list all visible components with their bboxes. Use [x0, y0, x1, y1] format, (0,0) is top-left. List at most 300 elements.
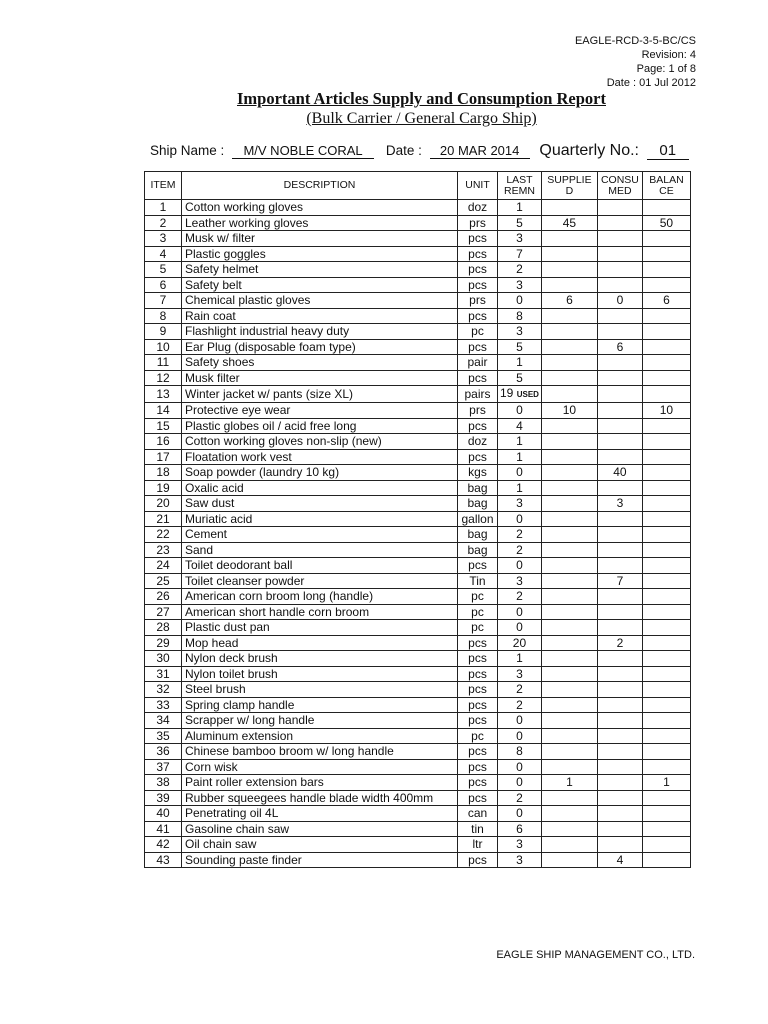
item-cell: 39	[145, 790, 182, 806]
table-row	[145, 682, 691, 698]
ship-name-label: Ship Name :	[150, 143, 225, 158]
balance-cell	[642, 682, 690, 698]
unit-cell: bag	[458, 496, 498, 512]
balance-cell	[642, 806, 690, 822]
last-remn-cell: 5	[498, 215, 542, 231]
consumed-cell	[597, 277, 642, 293]
description-cell: American short handle corn broom	[182, 604, 458, 620]
item-cell: 19	[145, 480, 182, 496]
unit-cell: pcs	[458, 339, 498, 355]
table-row	[145, 604, 691, 620]
last-remn-cell: 2	[498, 589, 542, 605]
unit-cell: pcs	[458, 775, 498, 791]
unit-cell: Tin	[458, 573, 498, 589]
balance-cell	[642, 527, 690, 543]
description-cell: Floatation work vest	[182, 449, 458, 465]
unit-cell: pcs	[458, 666, 498, 682]
consumed-cell	[597, 308, 642, 324]
table-row	[145, 620, 691, 636]
item-cell: 10	[145, 339, 182, 355]
item-cell: 41	[145, 821, 182, 837]
balance-cell	[642, 821, 690, 837]
consumed-cell	[597, 200, 642, 216]
unit-cell: pcs	[458, 635, 498, 651]
supplied-cell	[541, 651, 597, 667]
last-remn-cell: 0	[498, 604, 542, 620]
item-cell: 13	[145, 386, 182, 403]
last-remn-cell: 4	[498, 418, 542, 434]
balance-cell	[642, 837, 690, 853]
description-cell: Saw dust	[182, 496, 458, 512]
last-remn-cell: 2	[498, 697, 542, 713]
balance-cell	[642, 759, 690, 775]
table-row	[145, 339, 691, 355]
unit-cell: ltr	[458, 837, 498, 853]
consumed-cell	[597, 370, 642, 386]
table-row	[145, 651, 691, 667]
last-remn-cell: 0	[498, 558, 542, 574]
last-remn-cell: 3	[498, 837, 542, 853]
last-remn-cell: 0	[498, 728, 542, 744]
consumed-cell	[597, 231, 642, 247]
description-cell: Aluminum extension	[182, 728, 458, 744]
item-cell: 23	[145, 542, 182, 558]
company-footer: EAGLE SHIP MANAGEMENT CO., LTD.	[496, 949, 695, 961]
description-cell: Oil chain saw	[182, 837, 458, 853]
description-cell: Toilet cleanser powder	[182, 573, 458, 589]
balance-cell: 1	[642, 775, 690, 791]
table-row	[145, 790, 691, 806]
unit-cell: pcs	[458, 449, 498, 465]
table-row	[145, 386, 691, 403]
last-remn-cell: 7	[498, 246, 542, 262]
consumed-cell	[597, 604, 642, 620]
table-row	[145, 200, 691, 216]
description-cell: Chinese bamboo broom w/ long handle	[182, 744, 458, 760]
unit-cell: pcs	[458, 277, 498, 293]
unit-cell: pcs	[458, 651, 498, 667]
supplied-cell: 6	[541, 293, 597, 309]
balance-cell	[642, 434, 690, 450]
description-cell: Soap powder (laundry 10 kg)	[182, 465, 458, 481]
date-field: 20 MAR 2014	[430, 143, 530, 159]
table-row	[145, 277, 691, 293]
description-cell: Plastic dust pan	[182, 620, 458, 636]
supplied-cell	[541, 465, 597, 481]
balance-cell	[642, 511, 690, 527]
table-row	[145, 589, 691, 605]
last-remn-cell: 5	[498, 370, 542, 386]
consumed-cell	[597, 682, 642, 698]
consumed-cell	[597, 806, 642, 822]
consumed-cell	[597, 744, 642, 760]
date-label: Date :	[385, 143, 422, 158]
item-cell: 5	[145, 262, 182, 278]
item-cell: 24	[145, 558, 182, 574]
table-row	[145, 355, 691, 371]
supplied-cell	[541, 418, 597, 434]
table-row	[145, 246, 691, 262]
balance-cell	[642, 589, 690, 605]
supplied-cell	[541, 370, 597, 386]
item-cell: 27	[145, 604, 182, 620]
consumed-cell	[597, 759, 642, 775]
table-row	[145, 666, 691, 682]
supplied-cell	[541, 852, 597, 868]
last-remn-cell: 1	[498, 200, 542, 216]
unit-cell: tin	[458, 821, 498, 837]
description-cell: Ear Plug (disposable foam type)	[182, 339, 458, 355]
last-remn-cell: 0	[498, 713, 542, 729]
item-cell: 17	[145, 449, 182, 465]
balance-cell	[642, 620, 690, 636]
unit-cell: bag	[458, 527, 498, 543]
description-cell: Plastic globes oil / acid free long	[182, 418, 458, 434]
unit-cell: bag	[458, 480, 498, 496]
header-description: DESCRIPTION	[182, 172, 458, 200]
item-cell: 26	[145, 589, 182, 605]
report-subtitle: (Bulk Carrier / General Cargo Ship)	[306, 110, 537, 127]
description-cell: Musk filter	[182, 370, 458, 386]
consumed-cell	[597, 355, 642, 371]
balance-cell	[642, 324, 690, 340]
table-row	[145, 370, 691, 386]
balance-cell	[642, 713, 690, 729]
unit-cell: pcs	[458, 308, 498, 324]
table-header-row	[145, 172, 691, 200]
supplied-cell	[541, 589, 597, 605]
balance-cell	[642, 418, 690, 434]
consumed-cell	[597, 542, 642, 558]
consumed-cell	[597, 837, 642, 853]
consumed-cell	[597, 821, 642, 837]
description-cell: Protective eye wear	[182, 403, 458, 419]
balance-cell	[642, 558, 690, 574]
table-row	[145, 558, 691, 574]
description-cell: Safety shoes	[182, 355, 458, 371]
page-number: Page: 1 of 8	[636, 63, 696, 75]
report-title-block	[0, 89, 768, 129]
supplied-cell	[541, 434, 597, 450]
description-cell: Chemical plastic gloves	[182, 293, 458, 309]
table-row	[145, 775, 691, 791]
unit-cell: pcs	[458, 697, 498, 713]
unit-cell: pcs	[458, 370, 498, 386]
supplied-cell	[541, 449, 597, 465]
item-cell: 28	[145, 620, 182, 636]
table-row	[145, 418, 691, 434]
header-supplied: SUPPLIE D	[541, 172, 597, 200]
description-cell: Cement	[182, 527, 458, 543]
consumed-cell: 3	[597, 496, 642, 512]
description-cell: Mop head	[182, 635, 458, 651]
description-cell: Paint roller extension bars	[182, 775, 458, 791]
last-remn-cell: 2	[498, 542, 542, 558]
consumed-cell: 0	[597, 293, 642, 309]
balance-cell	[642, 496, 690, 512]
supplied-cell	[541, 790, 597, 806]
description-cell: Safety helmet	[182, 262, 458, 278]
supplied-cell	[541, 573, 597, 589]
supplied-cell	[541, 308, 597, 324]
consumed-cell: 6	[597, 339, 642, 355]
last-remn-cell: 0	[498, 775, 542, 791]
description-cell: Corn wisk	[182, 759, 458, 775]
description-cell: Rubber squeegees handle blade width 400mm	[182, 790, 458, 806]
supplied-cell	[541, 620, 597, 636]
description-cell: Winter jacket w/ pants (size XL)	[182, 386, 458, 403]
table-row	[145, 837, 691, 853]
item-cell: 38	[145, 775, 182, 791]
table-row	[145, 293, 691, 309]
unit-cell: pcs	[458, 682, 498, 698]
last-remn-cell: 1	[498, 651, 542, 667]
consumed-cell	[597, 728, 642, 744]
supplied-cell	[541, 713, 597, 729]
consumed-cell	[597, 713, 642, 729]
unit-cell: pcs	[458, 713, 498, 729]
description-cell: Toilet deodorant ball	[182, 558, 458, 574]
balance-cell	[642, 728, 690, 744]
last-remn-cell: 8	[498, 744, 542, 760]
description-cell: Leather working gloves	[182, 215, 458, 231]
consumed-cell	[597, 386, 642, 403]
item-cell: 7	[145, 293, 182, 309]
table-row	[145, 511, 691, 527]
item-cell: 37	[145, 759, 182, 775]
consumed-cell	[597, 511, 642, 527]
consumed-cell: 7	[597, 573, 642, 589]
supplied-cell	[541, 837, 597, 853]
table-row	[145, 465, 691, 481]
table-row	[145, 573, 691, 589]
description-cell: Plastic goggles	[182, 246, 458, 262]
last-remn-cell: 5	[498, 339, 542, 355]
ship-name-field: M/V NOBLE CORAL	[232, 143, 374, 159]
table-row	[145, 496, 691, 512]
table-row	[145, 434, 691, 450]
last-remn-cell: 2	[498, 682, 542, 698]
description-cell: Scrapper w/ long handle	[182, 713, 458, 729]
supplied-cell	[541, 759, 597, 775]
supplied-cell	[541, 558, 597, 574]
item-cell: 15	[145, 418, 182, 434]
unit-cell: pcs	[458, 418, 498, 434]
last-remn-cell: 3	[498, 277, 542, 293]
last-remn-cell: 8	[498, 308, 542, 324]
balance-cell	[642, 480, 690, 496]
last-remn-cell: 3	[498, 496, 542, 512]
table-row	[145, 308, 691, 324]
consumed-cell	[597, 418, 642, 434]
consumed-cell	[597, 620, 642, 636]
ship-info-line	[150, 142, 689, 160]
consumed-cell	[597, 527, 642, 543]
description-cell: Steel brush	[182, 682, 458, 698]
last-remn-cell: 0	[498, 403, 542, 419]
document-header	[575, 34, 696, 90]
item-cell: 3	[145, 231, 182, 247]
description-cell: Nylon deck brush	[182, 651, 458, 667]
unit-cell: pc	[458, 620, 498, 636]
unit-cell: pcs	[458, 558, 498, 574]
item-cell: 1	[145, 200, 182, 216]
unit-cell: kgs	[458, 465, 498, 481]
header-balance: BALAN CE	[642, 172, 690, 200]
item-cell: 11	[145, 355, 182, 371]
consumed-cell	[597, 651, 642, 667]
header-unit: UNIT	[458, 172, 498, 200]
last-remn-cell: 3	[498, 231, 542, 247]
unit-cell: pcs	[458, 246, 498, 262]
last-remn-cell: 2	[498, 527, 542, 543]
consumed-cell	[597, 666, 642, 682]
supplied-cell	[541, 744, 597, 760]
table-row	[145, 324, 691, 340]
table-row	[145, 403, 691, 419]
consumed-cell	[597, 449, 642, 465]
balance-cell	[642, 308, 690, 324]
description-cell: Musk w/ filter	[182, 231, 458, 247]
last-remn-cell: 1	[498, 480, 542, 496]
unit-cell: pcs	[458, 790, 498, 806]
table-row	[145, 744, 691, 760]
table-row	[145, 635, 691, 651]
description-cell: Cotton working gloves	[182, 200, 458, 216]
item-cell: 12	[145, 370, 182, 386]
unit-cell: pcs	[458, 759, 498, 775]
consumed-cell	[597, 790, 642, 806]
supplied-cell	[541, 666, 597, 682]
unit-cell: doz	[458, 200, 498, 216]
consumed-cell	[597, 480, 642, 496]
item-cell: 16	[145, 434, 182, 450]
unit-cell: prs	[458, 215, 498, 231]
item-cell: 43	[145, 852, 182, 868]
balance-cell	[642, 200, 690, 216]
unit-cell: pairs	[458, 386, 498, 403]
description-cell: Cotton working gloves non-slip (new)	[182, 434, 458, 450]
balance-cell	[642, 852, 690, 868]
description-cell: Nylon toilet brush	[182, 666, 458, 682]
balance-cell	[642, 697, 690, 713]
table-row	[145, 215, 691, 231]
item-cell: 4	[145, 246, 182, 262]
item-cell: 8	[145, 308, 182, 324]
consumed-cell	[597, 215, 642, 231]
consumed-cell	[597, 324, 642, 340]
last-remn-cell: 2	[498, 262, 542, 278]
consumed-cell: 40	[597, 465, 642, 481]
unit-cell: gallon	[458, 511, 498, 527]
balance-cell	[642, 262, 690, 278]
last-remn-cell: 3	[498, 852, 542, 868]
balance-cell	[642, 465, 690, 481]
unit-cell: pair	[458, 355, 498, 371]
balance-cell	[642, 231, 690, 247]
description-cell: Rain coat	[182, 308, 458, 324]
balance-cell	[642, 386, 690, 403]
unit-cell: prs	[458, 403, 498, 419]
item-cell: 25	[145, 573, 182, 589]
balance-cell	[642, 604, 690, 620]
supplied-cell	[541, 604, 597, 620]
description-cell: Safety belt	[182, 277, 458, 293]
last-remn-cell: 0	[498, 806, 542, 822]
table-row	[145, 231, 691, 247]
item-cell: 33	[145, 697, 182, 713]
supplied-cell	[541, 806, 597, 822]
supplied-cell	[541, 262, 597, 278]
used-note: USED	[516, 390, 539, 399]
item-cell: 34	[145, 713, 182, 729]
supplied-cell	[541, 496, 597, 512]
consumed-cell	[597, 589, 642, 605]
balance-cell: 10	[642, 403, 690, 419]
balance-cell	[642, 246, 690, 262]
balance-cell	[642, 370, 690, 386]
description-cell: Oxalic acid	[182, 480, 458, 496]
balance-cell	[642, 573, 690, 589]
supplied-cell	[541, 324, 597, 340]
supplied-cell	[541, 200, 597, 216]
supplied-cell	[541, 480, 597, 496]
description-cell: American corn broom long (handle)	[182, 589, 458, 605]
item-cell: 6	[145, 277, 182, 293]
balance-cell	[642, 339, 690, 355]
supplied-cell	[541, 697, 597, 713]
quarterly-field: 01	[647, 142, 689, 160]
last-remn-cell: 1	[498, 449, 542, 465]
consumed-cell	[597, 434, 642, 450]
supplied-cell	[541, 355, 597, 371]
consumed-cell	[597, 697, 642, 713]
supplied-cell: 1	[541, 775, 597, 791]
item-cell: 35	[145, 728, 182, 744]
unit-cell: pcs	[458, 744, 498, 760]
balance-cell: 6	[642, 293, 690, 309]
unit-cell: prs	[458, 293, 498, 309]
description-cell: Gasoline chain saw	[182, 821, 458, 837]
consumed-cell	[597, 775, 642, 791]
table-row	[145, 262, 691, 278]
item-cell: 42	[145, 837, 182, 853]
unit-cell: pc	[458, 604, 498, 620]
table-row	[145, 806, 691, 822]
consumed-cell	[597, 262, 642, 278]
last-remn-cell: 3	[498, 324, 542, 340]
item-cell: 18	[145, 465, 182, 481]
balance-cell	[642, 744, 690, 760]
unit-cell: pcs	[458, 262, 498, 278]
document-date: Date : 01 Jul 2012	[606, 77, 696, 89]
description-cell: Sounding paste finder	[182, 852, 458, 868]
unit-cell: pcs	[458, 231, 498, 247]
last-remn-cell: 3	[498, 666, 542, 682]
consumed-cell	[597, 403, 642, 419]
table-row	[145, 449, 691, 465]
last-remn-cell: 1	[498, 355, 542, 371]
item-cell: 9	[145, 324, 182, 340]
unit-cell: doz	[458, 434, 498, 450]
item-cell: 29	[145, 635, 182, 651]
supplied-cell	[541, 231, 597, 247]
item-cell: 22	[145, 527, 182, 543]
table-row	[145, 728, 691, 744]
supplied-cell: 45	[541, 215, 597, 231]
table-body	[145, 200, 691, 868]
balance-cell	[642, 355, 690, 371]
